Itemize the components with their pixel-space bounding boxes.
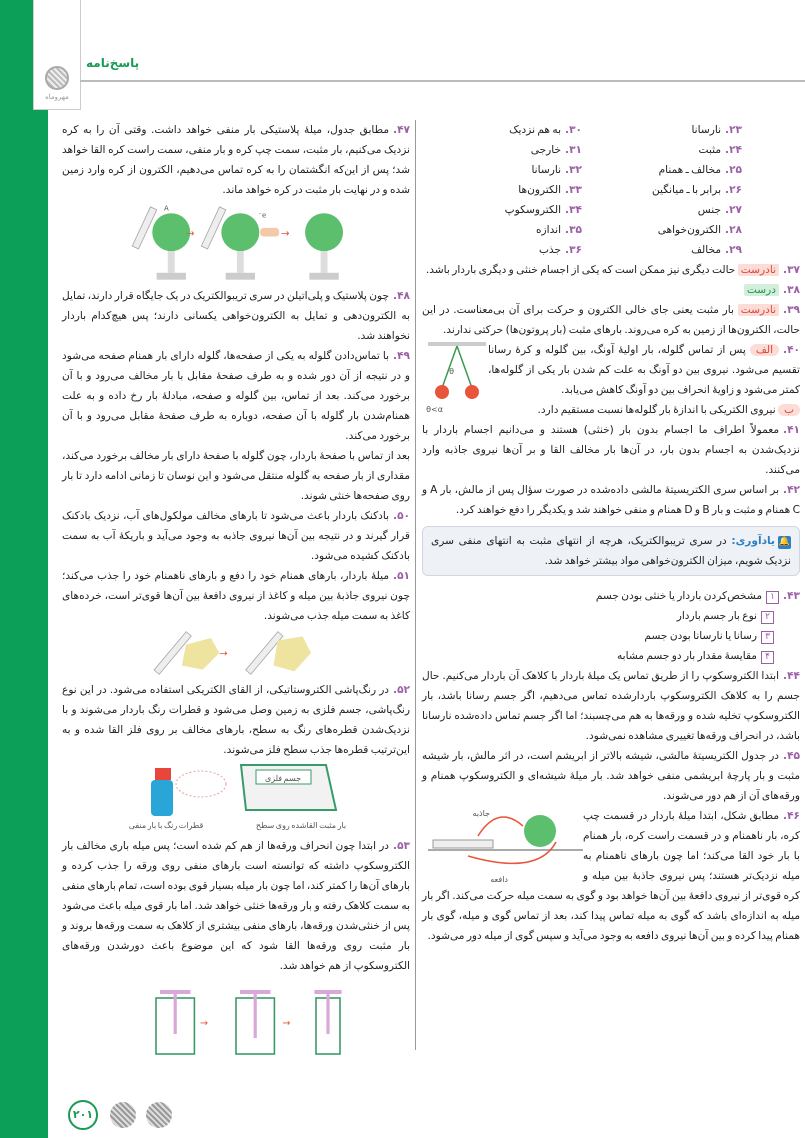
bell-icon: 🔔 [778,537,791,547]
answer-49: ۴۹.با تماس‌دادن گلوله به یکی از صفحه‌ها، گلوله دارای بار همنام صفحه می‌شود و در نتیجه از آن دور شده و به طرف صفحهٔ مقابل با بار مخالف می‌رود و با آن برخورد می‌کند. بعد از تماس، بین گلوله و صفحه، مبادلهٔ بار رخ داده و به علت همنام‌شدن بار گلوله با آن صفحه، دوباره به طرف صفحهٔ مقابل می‌رود و با آن برخورد می‌کند. [62,350,410,442]
decorative-circle [110,1102,136,1128]
theta-label: θ [449,367,454,376]
answer-item: ۲۷.جنس [697,204,742,216]
column-divider [415,120,416,1050]
answer-40: θ θ<α ۴۰.الف پس از تماس گلوله، بار اولیهٔ آونگ، بین گلوله و کرهٔ رسانا تقسیم می‌شود. نیروی بین دو آونگ به علت کم شدن بار یکی از گلوله‌ها، کمتر می‌شود و زاویهٔ انحراف بین دو آونگ کاهش می‌یابد. ب نیروی الکتریکی با اندازهٔ بار گلوله‌ها نسبت مستقیم دارد. [422,340,800,420]
page-title: پاسخ‌نامه [86,56,140,70]
arrow-icon: → [280,227,290,240]
left-column [62,120,410,1060]
side-band [0,0,48,1138]
repulsion-label: دافعه [490,875,508,884]
logo-text: مهروماه [45,93,69,101]
answer-51: ۵۱.میلهٔ باردار، بارهای همنام خود را دفع و بارهای ناهمنام خود را جذب می‌کند؛ چون نیروی جاذبهٔ بین میله و کاغذ از نیروی دافعهٔ بین آن‌ها قوی‌تر است، خرده‌های کاغذ به سمت میله جذب می‌شوند. [62,570,410,622]
answer-item: ۳۲.نارسانا [531,164,582,176]
answer-42: ۴۲.بر اساس سری الکتریسیتهٔ مالشی داده‌شده در صورت سؤال پس از مالش، بار A و C همنام و مثبت و بار B و D همنام و منفی خواهند شد و یکدیگر را دفع خواهند کرد. [422,484,801,516]
right-column [422,120,800,946]
electron-label: e⁻ [258,211,267,220]
answer-item: ۲۴.مثبت [698,144,742,156]
arrow-icon: → [185,227,195,240]
fill-blank-answers [422,120,800,260]
electroscope-figure [101,978,371,1058]
answer-item: ۳۴.الکتروسکوپ [504,204,582,216]
answer-49-continued: بعد از تماس با صفحهٔ باردار، چون گلوله با صفحهٔ دارای بار مخالف برخورد می‌کند، مقداری از بار صفحه به گلوله منتقل می‌شود و این نوسان تا زمانی ادامه دارد تا بار روی صفحه‌ها خنثی شوند. [62,450,410,502]
answer-52: ۵۲.در رنگ‌پاشی الکتروستاتیکی، از القای الکتریکی استفاده می‌شود. در این نوع رنگ‌پاشی، جسم فلزی به زمین وصل می‌شود و قطرات رنگ باردار می‌شوند و با نزدیک‌شدن قطره‌های رنگ به سطح، بارهای مخالف بر روی فلز القا شده و به این‌ترتیب قطره‌ها جذب سطح فلز می‌شوند. [62,684,410,756]
reminder-box: 🔔یادآوری: در سری تریبوالکتریک، هرچه از انتهای مثبت به انتهای منفی سری نزدیک شویم، میزان الکترون‌خواهی مواد بیشتر خواهد شد. [422,526,800,576]
induction-sphere-figure [106,202,366,284]
answer-item: ۲۳.نارسانا [691,124,742,136]
label-a: A [163,204,169,213]
answer-43: ۴۳.۱مشخص‌کردن باردار یا خنثی بودن جسم ۲نوع بار جسم باردار ۳رسانا یا نارسانا بودن جسم ۴مقایسهٔ مقدار بار دو جسم مشابه [595,590,800,662]
answer-item: ۳۳.الکترون‌ها [518,184,582,196]
arrow-icon: → [282,1018,291,1029]
answer-41: ۴۱.معمولاً اطراف ما اجسام بدون بار (خنثی) هستند و می‌دانیم اجسام باردار با نزدیک‌شدن به اجسام بدون بار، در آن‌ها بار مخالف القا و بر آن‌ها نیروی جاذبه وارد می‌کنند. [422,424,800,476]
answer-44: ۴۴.ابتدا الکتروسکوپ را از طریق تماس یک میلهٔ باردار با کلاهک آن باردار می‌کنیم. حال جسم را به کلاهک الکتروسکوپ باردارشده تماس می‌دهیم، اگر جسم رسانا باشد، بار الکتروسکوپ تخلیه شده و ورقه‌ها به هم می‌چسبند؛ اما اگر جسم تماس داده‌شده نارسانا باشد، در انحراف ورقه‌ها تغییری مشاهده نمی‌شود. [422,670,800,742]
header-divider [80,80,805,82]
arrow-icon: → [219,648,228,660]
attraction-label: جاذبه [472,809,490,818]
angle-relation-label: θ<α [426,405,443,414]
answer-50: ۵۰.بادکنک باردار باعث می‌شود تا بارهای مخالف مولکول‌های آب، نزدیک بادکنک قرار گیرند و در نتیجه بین آن‌ها نیروی جاذبه به وجود می‌آید و باریکهٔ آب به سمت بادکنک کشیده می‌شود. [62,510,410,562]
rod-sphere-figure [428,806,583,886]
answer-item: ۳۶.جذب [538,244,582,256]
answer-item: ۲۵.مخالف ـ همنام [658,164,742,176]
answer-47: ۴۷.مطابق جدول، میلهٔ پلاستیکی بار منفی خواهد داشت. وقتی آن را به کره نزدیک می‌کنیم، بار مثبت، سمت چپ کره و بار منفی، سمت راست کره القا خواهد شد؛ پس از این‌که انگشتمان را به کره تماس می‌دهیم، الکترون از کره وارد زمین شده و در نهایت بار مثبت در کره خواهد ماند. [62,124,410,196]
answer-46: جاذبه دافعه ۴۶.مطابق شکل، ابتدا میلهٔ باردار در قسمت چپ کره، بار ناهمنام و در قسمت راست کره، بار همنام با بار خود القا می‌کند؛ اما چون بارهای ناهمنام به میله نزدیک‌تر هستند؛ پس نیروی جاذبهٔ بین میله و کره قوی‌تر از نیروی دافعهٔ بین آن‌ها خواهد بود و گوی به سمت میله حرکت می‌کند. اگر بار میله به اندازه‌ای باشد که گوی به میله تماس پیدا کند، بعد از تماس گوی و میله، گوی بار همنام پیدا کرده و بین آن‌ها نیروی دافعه به وجود می‌آید و سپس گوی از میله دور می‌شود. [422,806,800,946]
answer-48: ۴۸.چون پلاستیک و پلی‌اتیلن در سری تریبوالکتریک در یک جایگاه قرار دارند، تمایل به الکترون‌دهی و تمایل به الکترون‌خواهی یکسانی دارند؛ پس هیچ‌کدام باردار نخواهند شد. [62,290,410,342]
arrow-icon: → [199,1018,208,1029]
page-number: ۲۰۱ [68,1100,98,1130]
logo-icon [45,66,69,90]
induced-charge-label: بار مثبت القاشده روی سطح [255,821,347,830]
decorative-circle [146,1102,172,1128]
answer-37: ۳۷.نادرست حالت دیگری نیز ممکن است که یکی از اجسام خنثی و دیگری باردار باشد. [425,264,800,276]
metal-object-label: جسم فلزی [264,774,302,783]
answer-45: ۴۵.در جدول الکتریسیتهٔ مالشی، شیشه بالاتر از ابریشم است، در اثر مالش، بار شیشه مثبت و بار پارچهٔ ابریشمی منفی خواهد شد. بار میلهٔ شیشه‌ای و الکتروسکوپ همنام و ورقه‌های آن از هم دور می‌شوند. [422,750,800,802]
answer-item: ۲۹.مخالف [691,244,742,256]
answer-item: ۲۶.برابر با ـ میانگین [651,184,742,196]
rod-paper-figure [136,628,336,678]
answer-item: ۳۰.به هم نزدیک [509,124,582,136]
answer-item: ۳۱.خارجی [530,144,582,156]
publisher-logo [33,0,81,110]
answer-39: ۳۹.نادرست بار مثبت یعنی جای خالی الکترون و حرکت برای آن بی‌معناست. در این حالت، الکترون‌ها از زمین به کره می‌روند. بارهای مثبت (بار پروتون‌ها) حرکتی ندارند. [422,304,800,336]
answer-item: ۲۸.الکترون‌خواهی [657,224,742,236]
pendulum-figure [428,340,488,420]
paint-drops-label: قطرات رنگ با بار منفی [128,821,204,830]
answer-item: ۳۵.اندازه [535,224,582,236]
answer-53: ۵۳.در ابتدا چون انحراف ورقه‌ها از هم کم شده است؛ پس میله باری مخالف بار الکتروسکوپ داشته که توانسته است بارهای منفی روی ورقه را جذب کرده و بارهای آن‌ها را کمتر کند، اما چون بار میله بسیار قوی بوده است، تمام بارهای منفی به سمت کلاهک رفته و بار ورقه‌ها خنثی خواهد شد. اما بار قوی میله باعث می‌شود پس از خنثی‌شدن ورقه‌ها، بارهای منفی بیشتری از کلاهک به سمت ورقه‌ها بروند و بار مثبت روی ورقه‌ها القا شود که این موضوع باعث دورشدن ورقه‌های الکتروسکوپ از هم خواهد شد. [62,840,410,972]
answer-38: ۳۸.درست [422,280,800,300]
spray-paint-figure [106,762,366,834]
